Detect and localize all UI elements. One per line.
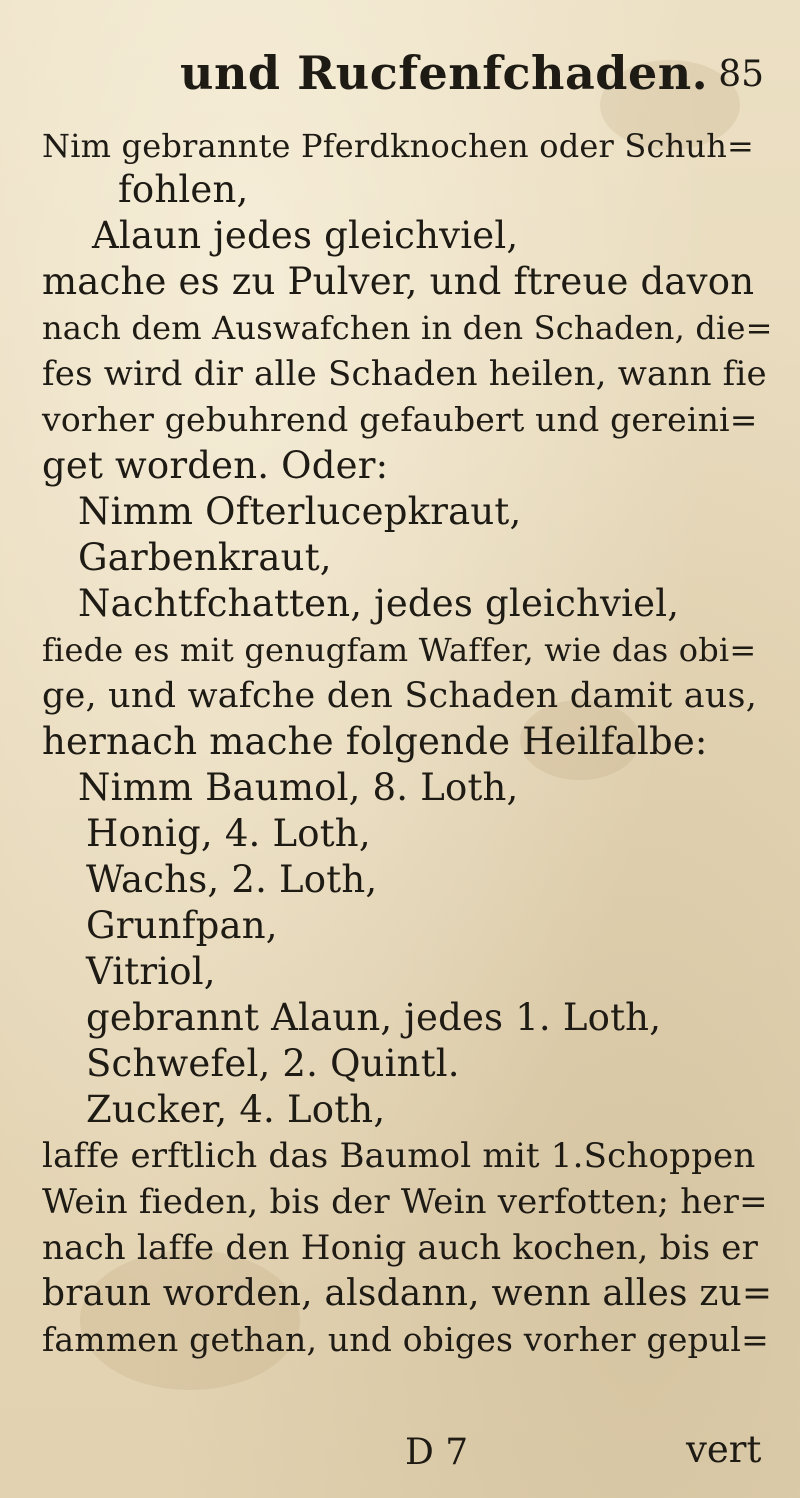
running-head — [0, 46, 800, 106]
text-line: Vitriol, — [86, 950, 216, 993]
text-line: Grunfpan, — [86, 904, 278, 947]
page-number: 85 — [718, 54, 764, 95]
text-line: vorher gebuhrend gefaubert und gereini= — [42, 400, 758, 439]
text-line: Nimm Ofterlucepkraut, — [78, 490, 522, 533]
text-line: Schwefel, 2. Quintl. — [86, 1042, 460, 1085]
page-title: und Rucfenfchaden. — [180, 46, 709, 100]
text-line: gebrannt Alaun, jedes 1. Loth, — [86, 996, 662, 1039]
text-line: braun worden, alsdann, wenn alles zu= — [42, 1273, 773, 1314]
text-line: Honig, 4. Loth, — [86, 812, 371, 855]
text-line: nach laffe den Honig auch kochen, bis er — [42, 1228, 759, 1268]
text-line: fammen gethan, und obiges vorher gepul= — [42, 1320, 769, 1359]
signature-mark: D 7 — [405, 1432, 469, 1473]
text-line: get worden. Oder: — [42, 444, 389, 487]
text-line: ge, und wafche den Schaden damit aus, — [42, 676, 758, 716]
text-line: Garbenkraut, — [78, 536, 332, 579]
text-line: Wein fieden, bis der Wein verfotten; her= — [42, 1182, 768, 1222]
text-line: fiede es mit genugfam Waffer, wie das obi= — [42, 631, 757, 669]
text-line: mache es zu Pulver, und ftreue davon — [42, 260, 755, 303]
text-line: Alaun jedes gleichviel, — [92, 214, 519, 257]
text-line: Nachtfchatten, jedes gleichviel, — [78, 582, 680, 625]
text-line: Wachs, 2. Loth, — [86, 858, 378, 901]
text-line: laffe erftlich das Baumol mit 1.Schoppen — [42, 1136, 756, 1176]
text-line: fes wird dir alle Schaden heilen, wann fie — [42, 354, 767, 394]
text-line: Zucker, 4. Loth, — [86, 1088, 386, 1131]
text-line: nach dem Auswafchen in den Schaden, die= — [42, 309, 773, 347]
text-line: Nimm Baumol, 8. Loth, — [78, 766, 519, 809]
text-line: Nim gebrannte Pferdknochen oder Schuh= — [42, 127, 755, 165]
text-line: fohlen, — [118, 168, 249, 211]
text-line: hernach mache folgende Heilfalbe: — [42, 720, 708, 763]
catchword: vert — [686, 1428, 762, 1471]
